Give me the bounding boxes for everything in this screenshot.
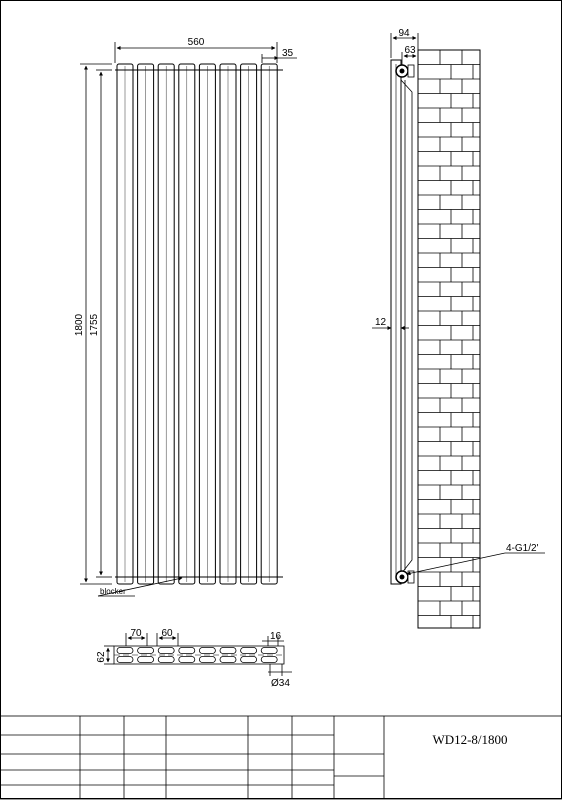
model-number: WD12-8/1800 bbox=[432, 732, 508, 747]
plan-tube-back bbox=[117, 657, 133, 663]
depth-label: 94 bbox=[398, 28, 410, 39]
panel-gap-label: 12 bbox=[375, 317, 387, 328]
plan-depth-label: 62 bbox=[96, 651, 107, 663]
plan-tube-front bbox=[179, 648, 195, 654]
height-label: 1800 bbox=[74, 313, 85, 337]
gap-label: 60 bbox=[161, 628, 173, 639]
title-block bbox=[1, 716, 562, 799]
width-label: 560 bbox=[187, 37, 205, 48]
panel-width-label: 35 bbox=[282, 48, 294, 59]
plan-tube-front bbox=[138, 648, 154, 654]
plan-tube-back bbox=[179, 657, 195, 663]
plan-tube-front bbox=[261, 648, 277, 654]
wall-offset-label: 63 bbox=[404, 45, 416, 56]
plan-tube-front bbox=[199, 648, 215, 654]
plan-tube-back bbox=[220, 657, 236, 663]
tube-label: 16 bbox=[270, 631, 282, 642]
plan-view bbox=[96, 628, 292, 689]
blocker-label: blocker bbox=[100, 587, 126, 596]
radiator-panels bbox=[117, 64, 277, 584]
inner-height-label: 1755 bbox=[89, 313, 100, 337]
pipe-label: Ø34 bbox=[271, 678, 290, 689]
plan-tube-front bbox=[158, 648, 174, 654]
plan-tube-back bbox=[158, 657, 174, 663]
plan-tube-back bbox=[261, 657, 277, 663]
plan-tube-front bbox=[117, 648, 133, 654]
plan-tube-back bbox=[199, 657, 215, 663]
front-view bbox=[74, 37, 297, 596]
plan-tube-front bbox=[241, 648, 257, 654]
plan-tube-front bbox=[220, 648, 236, 654]
pitch-label: 70 bbox=[130, 628, 142, 639]
plan-tube-back bbox=[138, 657, 154, 663]
plan-tube-back bbox=[241, 657, 257, 663]
connection-label: 4-G1/2' bbox=[506, 543, 539, 554]
side-view bbox=[372, 28, 545, 628]
